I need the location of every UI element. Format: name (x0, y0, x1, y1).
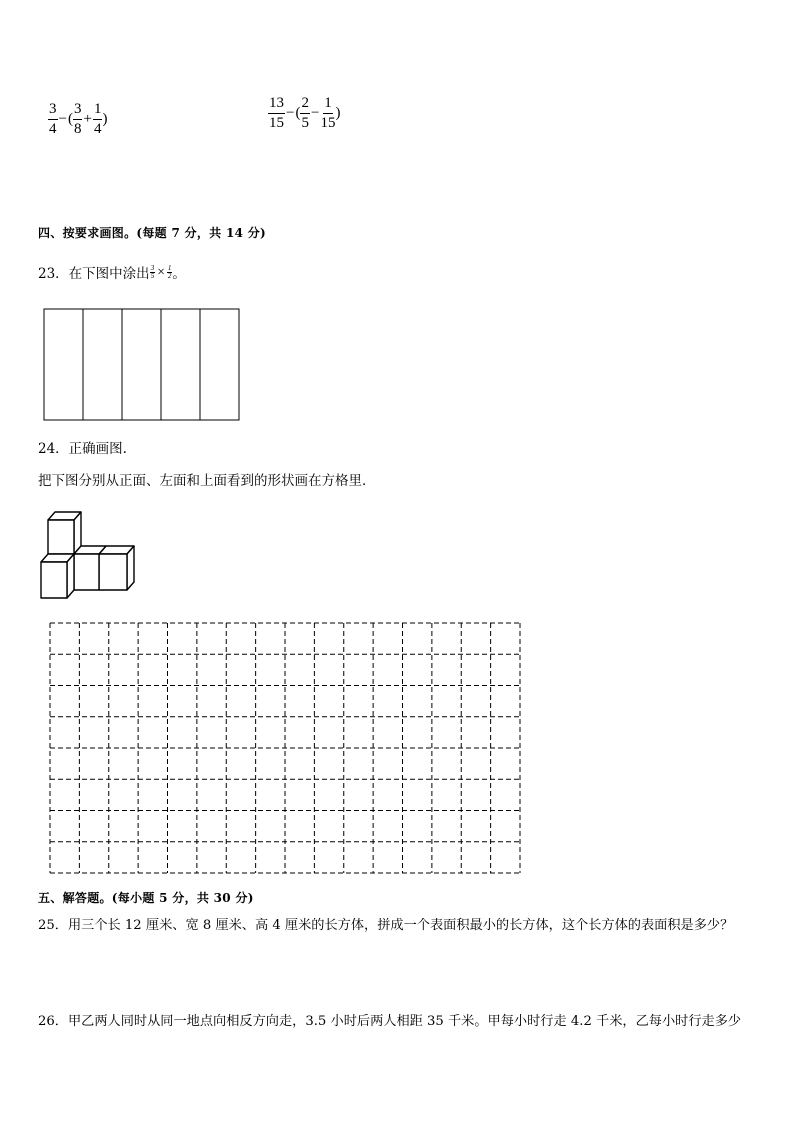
section-4-title: 四、按要求画图。(每题 7 分，共 14 分) (38, 226, 267, 240)
divided-rectangle[interactable] (43, 308, 241, 422)
fraction-three-quarters: $\frac{3}{4}$ (49, 101, 57, 137)
open-paren: ( (295, 105, 301, 121)
cube-front-face (41, 562, 67, 598)
question-24-heading: 24．正确画图. (38, 441, 127, 457)
fraction-one-quarter: $\frac{1}{4}$ (93, 101, 102, 137)
expression-right (268, 95, 340, 132)
minus-sign: − (310, 105, 320, 121)
fraction-three-eighths: $\frac{3}{8}$ (73, 101, 82, 137)
expression-left (48, 101, 107, 138)
cube-stack-figure (38, 508, 138, 602)
rectangle-outline (44, 309, 239, 420)
minus-sign: − (58, 111, 67, 127)
times-sign: × (157, 264, 165, 279)
cube-side-face (127, 546, 134, 590)
minus-sign: − (286, 105, 295, 121)
open-paren: ( (67, 111, 73, 127)
plus-sign: + (83, 111, 92, 127)
close-paren: ) (102, 111, 108, 127)
cube-front-face (48, 520, 74, 554)
fraction-two-fifths: $\frac{2}{5}$ (301, 95, 309, 131)
question-23-suffix: 。 (172, 266, 186, 282)
question-23 (38, 262, 186, 282)
fraction-thirteen-fifteenths: $\frac{13}{15}$ (269, 95, 284, 131)
cube-front-face (74, 554, 99, 590)
section-5-title: 五、解答题。(每小题 5 分，共 30 分) (38, 891, 254, 905)
question-24-instruction: 把下图分别从正面、左面和上面看到的形状画在方格里． (38, 473, 376, 489)
close-paren: ) (335, 105, 341, 121)
fraction-one-fifteenth: $\frac{1}{15}$ (320, 95, 336, 131)
question-23-prefix: 23．在下图中涂出 (38, 266, 150, 282)
fraction-one-half: $\frac{1}{2}$ (167, 263, 172, 280)
dashed-drawing-grid[interactable] (48, 621, 522, 875)
question-25: 25．用三个长 12 厘米、宽 8 厘米、高 4 厘米的长方体，拼成一个表面积最小的长方体，这个长方体的表面积是多少？ (38, 918, 734, 933)
question-26: 26．甲乙两人同时从同一地点向相反方向走，3.5 小时后两人相距 35 千米。甲每小时行走 4.2 千米，乙每小时行走多少 (38, 1014, 742, 1029)
cube-side-face (67, 554, 74, 598)
cube-front-face (99, 554, 127, 590)
fraction-three-fifths: $\frac{3}{5}$ (150, 263, 155, 280)
